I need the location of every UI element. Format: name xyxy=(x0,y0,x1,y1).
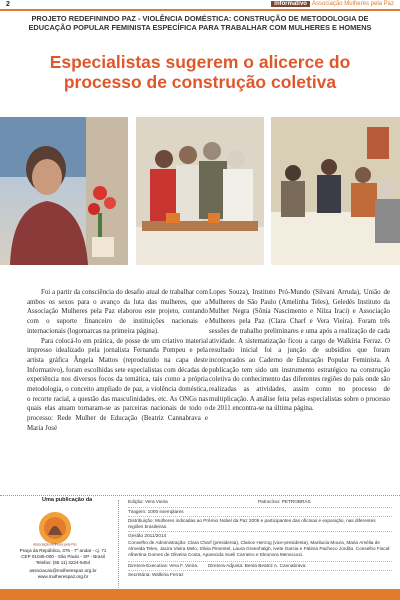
footer-bar xyxy=(0,589,400,600)
management-term: Gestão 2011/2014 xyxy=(128,533,167,538)
photo-group-of-women xyxy=(136,117,264,265)
publisher-tag: Associação Mulheres pela Paz xyxy=(311,1,394,7)
article-column-1 xyxy=(27,288,208,434)
header-rule xyxy=(0,9,400,11)
staff-divider xyxy=(128,531,392,532)
executive-director: Diretora-Executiva: Vera F. Vieira. xyxy=(128,563,199,568)
sponsor: Patrocínio: PETROBRÁS xyxy=(258,499,311,504)
staff-divider xyxy=(128,516,392,517)
website-link[interactable]: www.mulherespaz.org.br xyxy=(37,573,89,579)
footer-divider xyxy=(0,495,400,496)
directors-line xyxy=(128,563,392,569)
article-paragraph: Lopes Souza), Instituto Pró-Mundo (Silvani Arruda), União de Mulheres de São Paulo (Amelinha Teles), Geledés Instituto da Mulher Negra (Sônia Nascimento e Nilza Iraci) e Associação Mulheres pela Paz (Clara Charf e Vera Vieira). Foram três sessões de trabalho preliminares e uma após a realização de cada atividade. A sistematização ficou a cargo de Walkíria Ferraz. O resultado inicial foi a junção de subsídios que foram incorporados ao Caderno de Educação Popular Feminista. A publicação tem sido um instrumento estratégico na construção coletiva do conhecimento das diferentes regiões do país onde são realizadas as atividades, assim como no processo de multiplicação. A análise feita pelas especialistas sobre o processo de 2011 encontra-se na última página. xyxy=(209,289,390,413)
association-logo xyxy=(33,509,77,547)
project-kicker: PROJETO REDEFININDO PAZ - VIOLÊNCIA DOMÉSTICA: CONSTRUÇÃO DE METODOLOGIA DE EDUCAÇÃO POPULAR FEMINISTA ESPECÍFICA PARA TRABALHAR COM MULHERES E HOMENS xyxy=(28,14,372,32)
cep-line: CEP 01045-000 - São Paulo - SP - Brasil xyxy=(21,554,105,560)
staff-divider xyxy=(128,561,392,562)
address-line: Praça da República, 376 - 7º andar - cj. 71 xyxy=(19,548,107,553)
photo-woman-with-flowers xyxy=(0,117,128,265)
staff-divider xyxy=(128,570,392,571)
article-paragraph: Foi a partir da consciência do desafio atual de trabalhar com ambos os sexos para o avanço da luta das mulheres, que a Associação Mulheres pela Paz elaborou este projeto, contando com o suporte financeiro de instituições nacionais e internacionais (logomarcas na primeira página). xyxy=(27,289,208,335)
address-block xyxy=(18,548,108,580)
article-paragraph: Para colocá-lo em prática, de posse de um criativo material impresso idealizado pela jornalista Fernanda Pompeu e pela artista gráfica Ângela Mattos (reproduzido na capa deste Informativo), foram escolhidas sete especialistas com décadas de experiência nos diversos focos da temática, tais como a própria metodologia, o conceito ampliado de paz, a violência doméstica, o recorte racial, a questão das masculinidades, etc. As ONGs nas quais elas atuam tornaram-se as parceiras nacionais de todo o processo: Rede Mulher de Educação (Beatriz Cannabrava e Maria José xyxy=(27,337,208,432)
email-link[interactable]: associacao@mulherespaz.org.br xyxy=(29,567,97,573)
print-run: Tiragem: 1000 exemplares xyxy=(128,509,184,514)
photo-meeting-table xyxy=(271,117,400,265)
logo-text: Associação Mulheres pela Paz xyxy=(33,542,77,547)
distribution: Distribuição: Mulheres indicadas ao Prêmio Nobel da Paz 2005 e participantes das oficinas e exposição, nas diferentes regiões brasileiras. xyxy=(128,518,376,530)
board-list: Conselho de Administração: Clara Charf (presidenta), Clarice Herzog (vice-presidenta), Marilucia Moura, Maria Amélia de Almeida Teles, Jacira Vieira Melo, Silvia Pimentel, Laura Greenhalgh, Ivete Garcia e Fátima Pacheco Jordão. Conselho Fiscal: Albertina Gomes de Oliveira Costa, Aparecida Sueli Carneiro e Eleonora Menecucci. xyxy=(128,540,391,558)
footer-vertical-divider xyxy=(118,500,119,588)
article-column-2 xyxy=(209,288,390,414)
staff-divider xyxy=(128,507,392,508)
section-tag xyxy=(271,1,394,7)
edition-line xyxy=(128,499,392,505)
deputy-director: Diretora-Adjunta: Benta Beatriz A. Cannabrava. xyxy=(208,563,307,568)
secretary: Secretária: Walkíria Ferraz xyxy=(128,572,184,577)
page-number: 2 xyxy=(6,1,10,8)
article-title: Especialistas sugerem o alicerce do processo de construção coletiva xyxy=(49,52,351,92)
phone-line: Telefax: (55 11) 3224-9454 xyxy=(35,560,91,566)
section-tag-label: Informativo xyxy=(271,1,310,7)
edition: Edição: Vera Vieira xyxy=(128,499,168,504)
publication-heading: Uma publicação da xyxy=(42,497,93,503)
